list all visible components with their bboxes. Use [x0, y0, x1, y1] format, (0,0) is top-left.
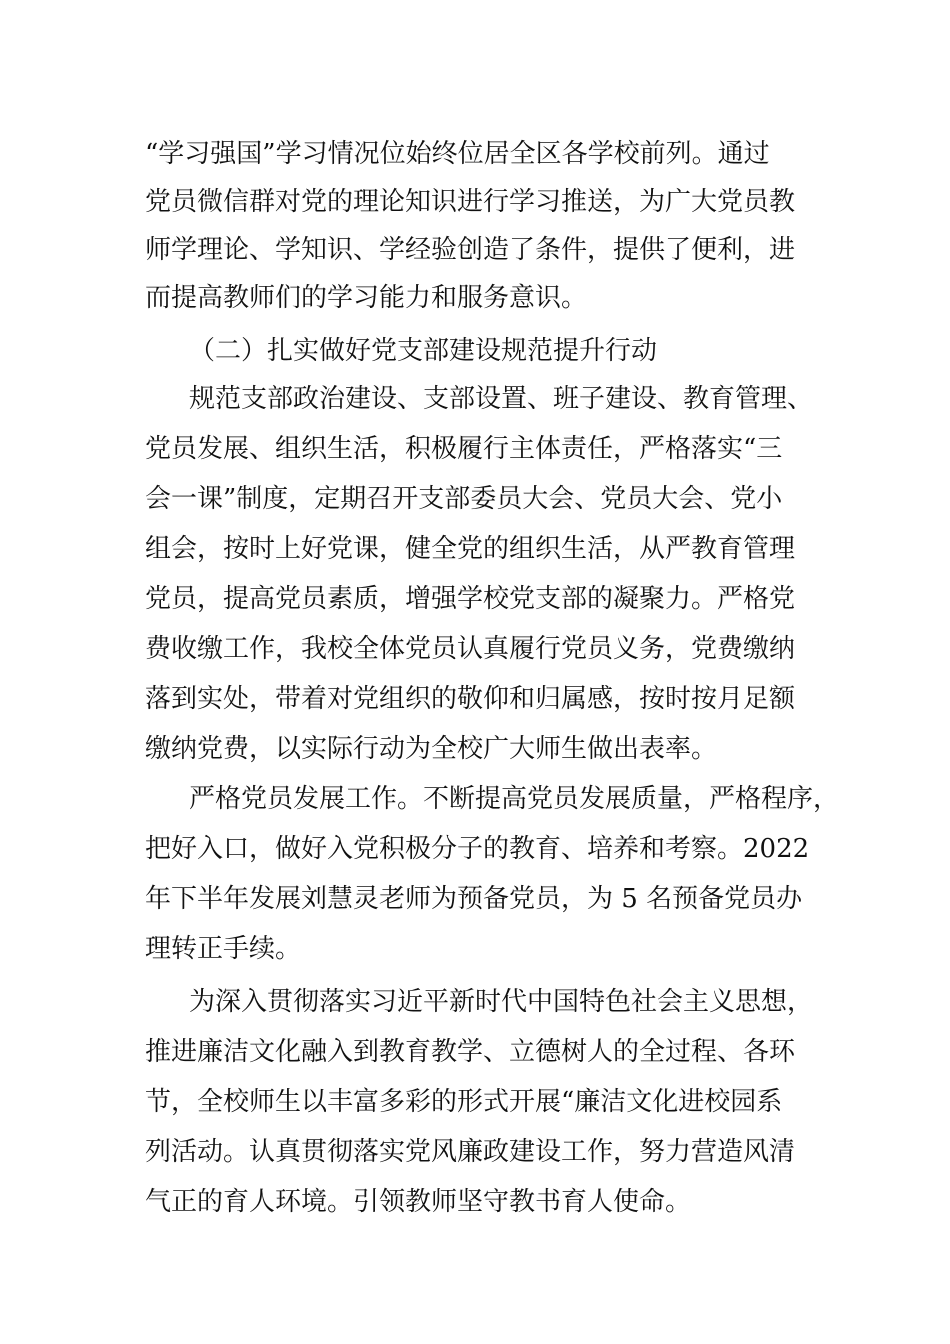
text-line: 而提高教师们的学习能力和服务意识。 [145, 283, 588, 313]
text-line: 把好入口，做好入党积极分子的教育、培养和考察。2022 [145, 834, 810, 864]
text-line: 推进廉洁文化融入到教育教学、立德树人的全过程、各环 [145, 1037, 796, 1067]
text-line: 年下半年发展刘慧灵老师为预备党员，为 5 名预备党员办 [145, 884, 803, 914]
text-line: 规范支部政治建设、支部设置、班子建设、教育管理、 [189, 384, 814, 414]
text-line: 师学理论、学知识、学经验创造了条件，提供了便利，进 [145, 235, 796, 265]
section-heading: （二）扎实做好党支部建设规范提升行动 [189, 336, 658, 366]
text-line: 党员，提高党员素质，增强学校党支部的凝聚力。严格党 [145, 584, 796, 614]
text-line: 缴纳党费，以实际行动为全校广大师生做出表率。 [145, 734, 718, 764]
text-line: 会一课”制度，定期召开支部委员大会、党员大会、党小 [145, 484, 783, 514]
text-line: 费收缴工作，我校全体党员认真履行党员义务，党费缴纳 [145, 634, 796, 664]
text-line: 为深入贯彻落实习近平新时代中国特色社会主义思想， [189, 987, 814, 1017]
text-line: “学习强国”学习情况位始终位居全区各学校前列。通过 [145, 139, 770, 169]
text-line: 落到实处，带着对党组织的敬仰和归属感，按时按月足额 [145, 684, 796, 714]
text-line: 列活动。认真贯彻落实党风廉政建设工作，努力营造风清 [145, 1137, 796, 1167]
text-line: 组会，按时上好党课，健全党的组织生活，从严教育管理 [145, 534, 796, 564]
text-line: 节，全校师生以丰富多彩的形式开展“廉洁文化进校园系 [145, 1087, 783, 1117]
text-line: 理转正手续。 [145, 934, 302, 964]
text-line: 严格党员发展工作。不断提高党员发展质量，严格程序， [189, 784, 840, 814]
text-line: 气正的育人环境。引领教师坚守教书育人使命。 [145, 1187, 692, 1217]
text-line: 党员微信群对党的理论知识进行学习推送，为广大党员教 [145, 187, 796, 217]
text-line: 党员发展、组织生活，积极履行主体责任，严格落实“三 [145, 434, 783, 464]
